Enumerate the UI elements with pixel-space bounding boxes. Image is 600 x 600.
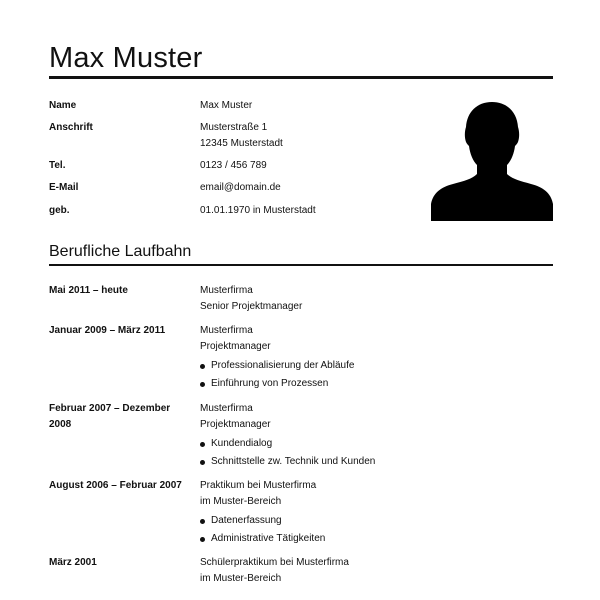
bullet-icon (200, 364, 205, 369)
personal-value (200, 98, 430, 114)
career-period (49, 478, 184, 494)
personal-label: Anschrift (49, 122, 93, 133)
career-task: Administrative Tätigkeiten (200, 530, 500, 548)
career-period-line: 2008 (49, 419, 72, 430)
section-divider (49, 264, 553, 266)
personal-label: Name (49, 100, 77, 111)
career-task-list (200, 512, 500, 548)
career-period (49, 555, 184, 571)
career-period-line: Januar 2009 – März 2011 (49, 325, 166, 336)
career-task: Professionalisierung der Abläufe (200, 357, 500, 375)
career-task: Kundendialog (200, 435, 500, 453)
personal-value-line: 01.01.1970 in Musterstadt (200, 205, 316, 216)
personal-value-line: 12345 Musterstadt (200, 138, 283, 149)
personal-value-line: email@domain.de (200, 182, 281, 193)
career-role: Projektmanager (200, 341, 271, 352)
career-company: Schülerpraktikum bei Musterfirma (200, 557, 349, 568)
page-title: Max Muster (49, 42, 203, 74)
career-company: Musterfirma (200, 403, 253, 414)
career-period-line: Mai 2011 – heute (49, 285, 128, 296)
career-task: Datenerfassung (200, 512, 500, 530)
personal-value-line: Musterstraße 1 (200, 122, 268, 133)
personal-value (200, 203, 430, 219)
career-task: Schnittstelle zw. Technik und Kunden (200, 453, 500, 471)
career-task-list (200, 435, 500, 471)
career-details (200, 401, 500, 471)
person-silhouette-icon (431, 100, 553, 221)
career-company: Musterfirma (200, 325, 253, 336)
career-task-list (200, 357, 500, 393)
personal-value (200, 120, 430, 152)
section-title-career: Berufliche Laufbahn (49, 243, 192, 260)
career-company: Musterfirma (200, 285, 253, 296)
personal-label: geb. (49, 205, 70, 216)
career-details (200, 283, 500, 315)
career-period (49, 401, 184, 433)
personal-label: E-Mail (49, 182, 79, 193)
career-company: Praktikum bei Musterfirma (200, 480, 317, 491)
cv-page (49, 0, 553, 600)
personal-value-line: Max Muster (200, 100, 253, 111)
personal-label: Tel. (49, 160, 66, 171)
career-period-line: März 2001 (49, 557, 97, 568)
bullet-icon (200, 382, 205, 387)
career-period-line: Februar 2007 – Dezember (49, 403, 171, 414)
career-role: im Muster-Bereich (200, 496, 282, 507)
career-period-line: August 2006 – Februar 2007 (49, 480, 182, 491)
career-details (200, 555, 500, 587)
personal-value (200, 180, 430, 196)
bullet-icon (200, 442, 205, 447)
bullet-icon (200, 460, 205, 465)
career-role: Projektmanager (200, 419, 271, 430)
silhouette-shape (431, 102, 553, 221)
career-details (200, 323, 500, 393)
career-task: Einführung von Prozessen (200, 375, 500, 393)
career-role: im Muster-Bereich (200, 573, 282, 584)
personal-value (200, 158, 430, 174)
career-period (49, 283, 184, 299)
bullet-icon (200, 537, 205, 542)
career-period (49, 323, 184, 339)
bullet-icon (200, 519, 205, 524)
career-details (200, 478, 500, 548)
title-divider (49, 76, 553, 79)
career-role: Senior Projektmanager (200, 301, 303, 312)
personal-value-line: 0123 / 456 789 (200, 160, 267, 171)
